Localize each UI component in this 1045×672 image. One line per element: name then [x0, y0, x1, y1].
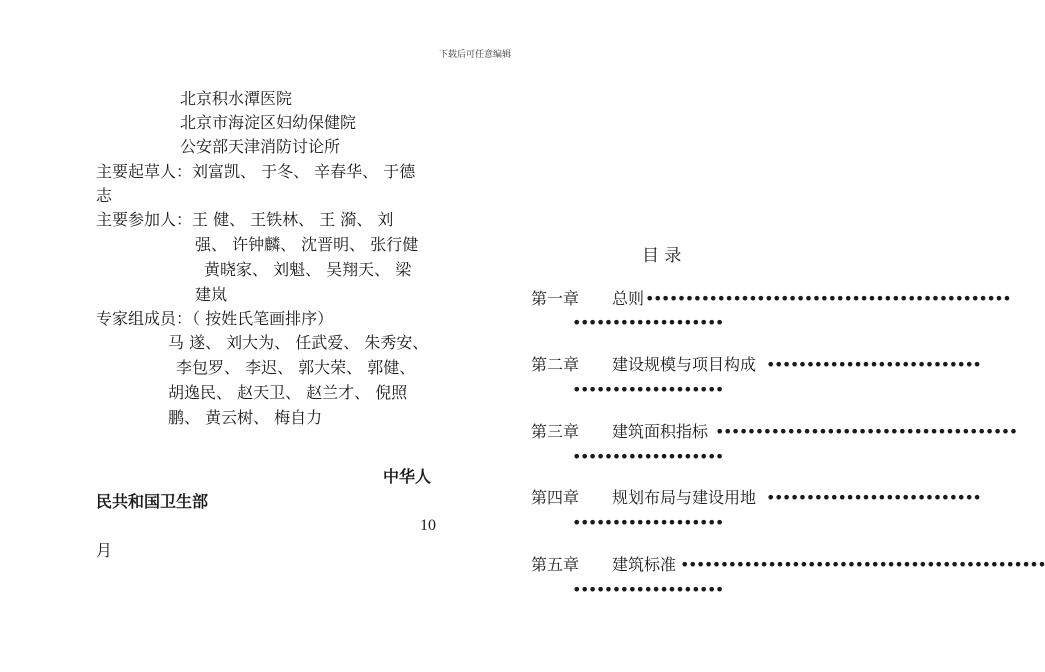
- signature-line: 中华人: [383, 467, 432, 486]
- toc-title: 目 录: [642, 246, 682, 266]
- org-line: 北京积水潭医院: [180, 89, 293, 108]
- toc-chapter-number: 第二章: [531, 355, 580, 374]
- toc-leader-dots: •••••••••••••••••••: [572, 513, 723, 532]
- toc-chapter-title: 规划布局与建设用地: [612, 488, 757, 507]
- participants-line: 黄晓家、 刘魁、 吴翔天、 梁: [204, 260, 412, 279]
- experts-line: 李包罗、 李迟、 郭大荣、 郭健、: [176, 358, 416, 377]
- date-month: 月: [96, 541, 113, 560]
- experts-line: 鹏、 黄云树、 梅自力: [168, 408, 323, 427]
- toc-chapter-number: 第五章: [531, 555, 580, 574]
- toc-chapter-title: 建设规模与项目构成: [612, 355, 757, 374]
- experts-line: 胡逸民、 赵天卫、 赵兰才、 倪照: [168, 383, 408, 402]
- experts-line: 专家组成员：（ 按姓氏笔画排序）: [96, 309, 334, 328]
- toc-leader-dots: •••••••••••••••••••: [572, 313, 723, 332]
- toc-leader-dots: •••••••••••••••••••: [572, 380, 723, 399]
- toc-leader-dots: ••••••••••••••••••••••••••••••••••••••••••••••: [645, 289, 1011, 308]
- toc-leader-dots: •••••••••••••••••••: [572, 447, 723, 466]
- toc-chapter-title: 总则: [612, 289, 645, 308]
- experts-line: 马 遂、 刘大为、 任武爱、 朱秀安、: [168, 333, 429, 352]
- signature-line: 民共和国卫生部: [96, 492, 209, 511]
- participants-line: 强、 许钟麟、 沈晋明、 张行健: [195, 235, 419, 254]
- page-header: 下载后可任意编辑: [438, 50, 511, 60]
- toc-chapter-title: 建筑标准: [612, 555, 677, 574]
- drafters-line: 主要起草人：刘富凯、 于冬、 辛春华、 于德: [96, 162, 416, 181]
- toc-chapter-title: 建筑面积指标: [612, 422, 709, 441]
- drafters-line: 志: [96, 186, 113, 205]
- toc-leader-dots: •••••••••••••••••••••••••••: [766, 488, 981, 507]
- participants-line: 主要参加人：王 健、 王铁林、 王 漪、 刘: [96, 210, 394, 229]
- toc-leader-dots: •••••••••••••••••••••••••••: [766, 355, 981, 374]
- toc-chapter-number: 第一章: [531, 289, 580, 308]
- toc-leader-dots: ••••••••••••••••••••••••••••••••••••••••••••••: [680, 555, 1045, 574]
- org-line: 公安部天津消防讨论所: [180, 137, 341, 156]
- toc-chapter-number: 第四章: [531, 488, 580, 507]
- date-number: 10: [420, 517, 436, 534]
- toc-leader-dots: •••••••••••••••••••: [572, 580, 723, 599]
- toc-chapter-number: 第三章: [531, 422, 580, 441]
- participants-line: 建岚: [195, 285, 228, 304]
- org-line: 北京市海淀区妇幼保健院: [180, 113, 357, 132]
- toc-leader-dots: ••••••••••••••••••••••••••••••••••••••: [715, 422, 1017, 441]
